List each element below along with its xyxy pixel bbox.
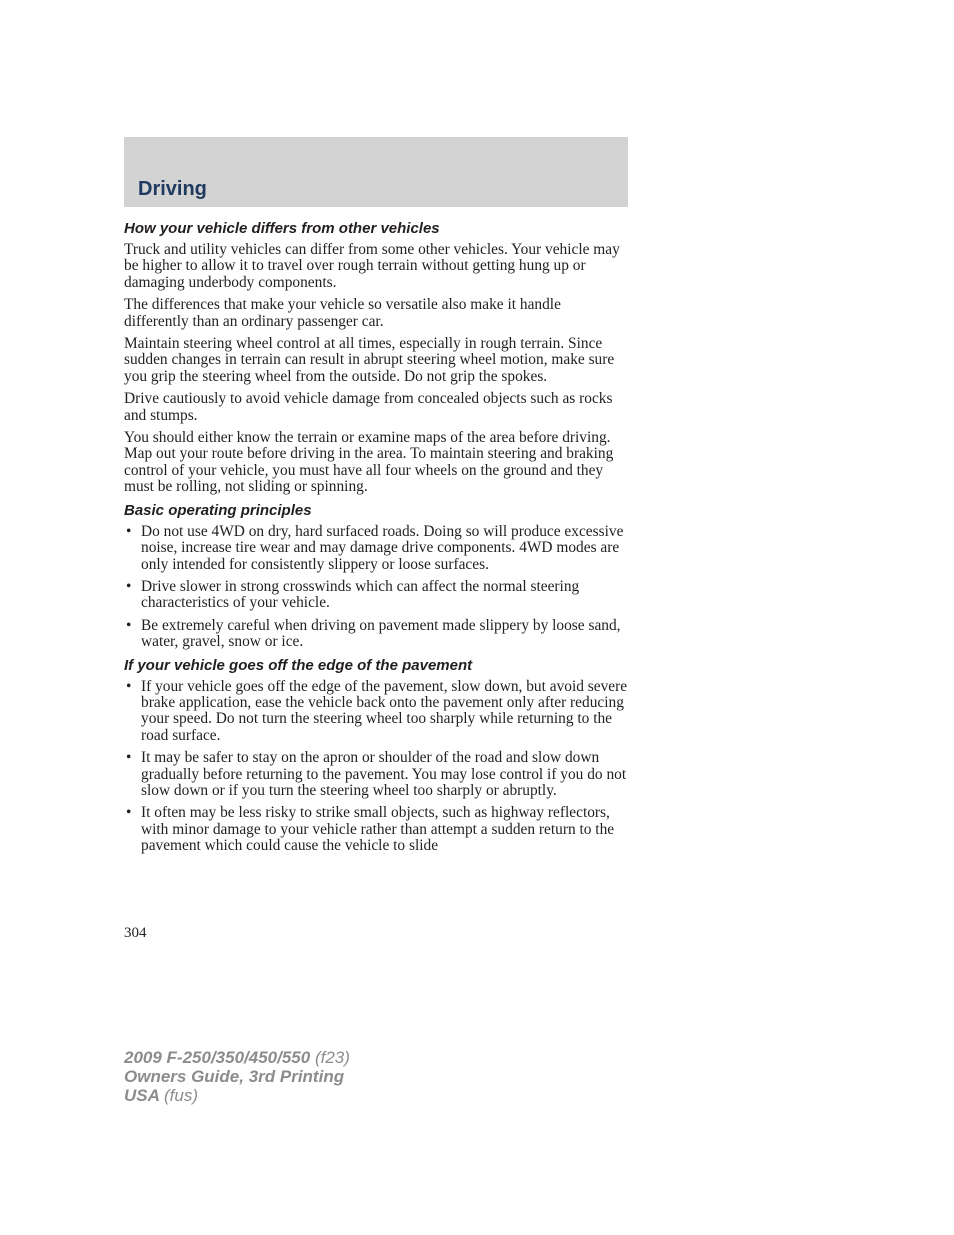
list-item-text: It often may be less risky to strike small objects, such as highway reflectors, with minor damage to your vehicle rather than attempt a sudden return to the pavement which could cause the vehicle to slide [141,804,615,855]
heading-off-pavement: If your vehicle goes off the edge of the pavement [124,656,473,674]
list-item-text: If your vehicle goes off the edge of the pavement, slow down, but avoid severe brake application, ease the vehicle back onto the pavement only after reducing your speed. Do not turn the steering wheel too sharply while returning to the road surface. [141,677,628,744]
footer-model: 2009 F-250/350/450/550 [124,1048,311,1067]
list-item-text: Do not use 4WD on dry, hard surfaced roads. Doing so will produce excessive noise, increase tire wear and may damage drive components. 4WD modes are only intended for consistently slippery or loose surfaces. [141,522,624,573]
paragraph: Maintain steering wheel control at all times, especially in rough terrain. Since sudden changes in terrain can result in abrupt steering wheel motion, make sure you grip the steering wheel from the outside. Do not grip the spokes. [124,335,615,385]
bullet-icon: • [126,616,132,634]
paragraph: Drive cautiously to avoid vehicle damage from concealed objects such as rocks and stumps. [124,390,613,424]
paragraph: You should either know the terrain or examine maps of the area before driving. Map out your route before driving in the area. To maintain steering and braking control of your vehicle, you must have all four wheels on the ground and they must be rolling, not sliding or spinning. [124,429,614,496]
bullet-icon: • [126,522,132,540]
heading-vehicle-differences: How your vehicle differs from other vehicles [124,220,440,237]
bullet-icon: • [126,677,132,695]
list-item [124,805,629,854]
page-content [124,220,629,861]
footer-market-code: (fus) [164,1086,198,1105]
footer-model-code: (f23) [314,1048,350,1067]
list-item [124,579,629,612]
list-item [124,679,629,745]
paragraph: Truck and utility vehicles can differ from some other vehicles. Your vehicle may be higher to allow it to travel over rough terrain without getting hung up or damaging underbody components. [124,241,620,291]
list-item-text: Be extremely careful when driving on pavement made slippery by loose sand, water, gravel, snow or ice. [141,616,621,651]
list-item [124,750,629,799]
paragraph: The differences that make your vehicle so versatile also make it handle differently than an ordinary passenger car. [124,296,561,330]
list-item [124,618,629,651]
footer-publication-info [124,1048,350,1105]
bullet-icon: • [126,749,132,767]
bullet-list-operating-principles [124,524,629,651]
bullet-icon: • [126,577,132,595]
heading-basic-operating-principles: Basic operating principles [124,501,312,519]
section-title: Driving [138,178,207,200]
footer-line-model [124,1048,350,1067]
list-item [124,524,629,573]
list-item-text: It may be safer to stay on the apron or shoulder of the road and slow down gradually before returning to the pavement. You may lose control if you do not slow down or if you turn the steering wheel too sharply or abruptly. [141,749,627,799]
page-number: 304 [124,925,147,941]
bullet-list-off-pavement [124,679,629,855]
section-header-band [124,137,628,207]
footer-market: USA [124,1086,160,1105]
footer-line-guide: Owners Guide, 3rd Printing [124,1067,345,1086]
bullet-icon: • [126,804,132,822]
footer-line-market [124,1086,350,1105]
list-item-text: Drive slower in strong crosswinds which can affect the normal steering characteristics of your vehicle. [141,577,580,612]
